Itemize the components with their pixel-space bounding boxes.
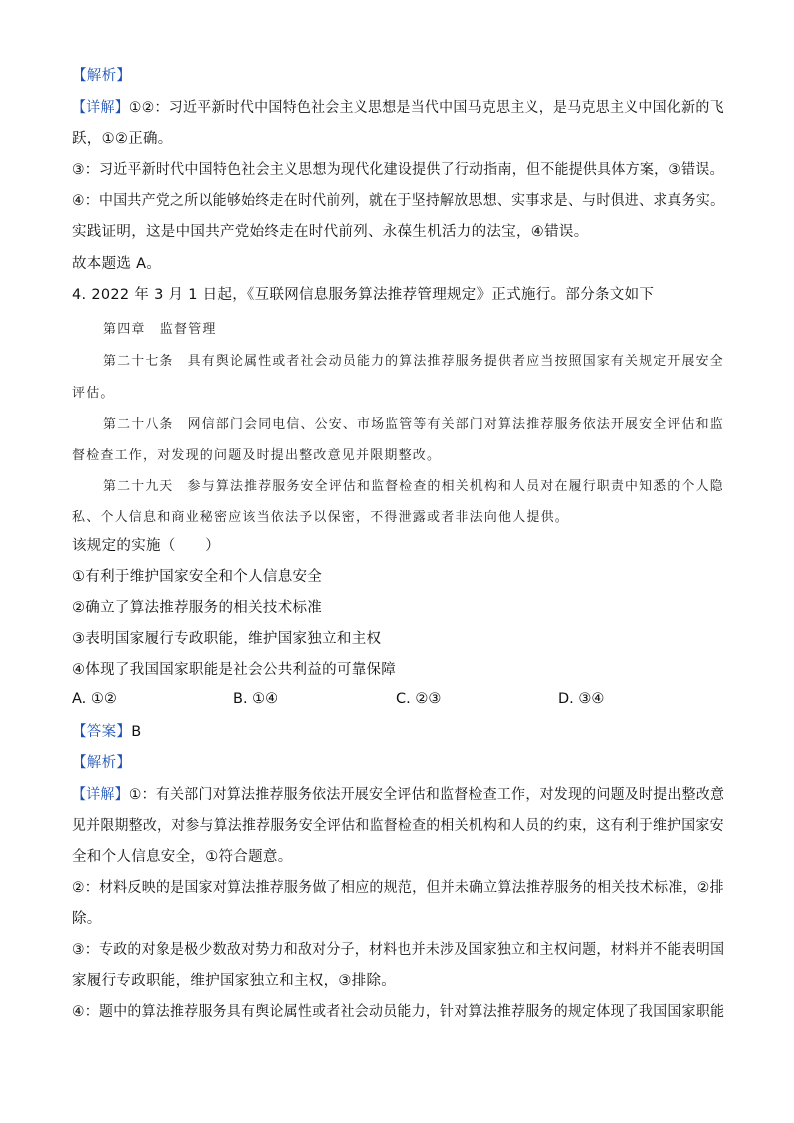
- quoted-article-27-cont: 评估。: [72, 386, 115, 401]
- analysis-line: ④：中国共产党之所以能够始终走在时代前列，就在于坚持解放思想、实事求是、与时俱进、求真务实。: [72, 193, 725, 209]
- quoted-article-28-cont: 督检查工作，对发现的问题及时提出整改意见并限期整改。: [72, 448, 442, 463]
- analysis-line: 【详解】①②：习近平新时代中国特色社会主义思想是当代中国马克思主义，是马克思主义中国化新的飞: [72, 100, 724, 116]
- option-d: D. ③④: [558, 691, 605, 707]
- analysis-line: 除。: [72, 911, 102, 927]
- answer-line: 【答案】B: [72, 724, 142, 740]
- question-stem: 4. 2022 年 3 月 1 日起，《互联网信息服务算法推荐管理规定》正式施行。部分条文如下: [72, 287, 655, 303]
- quoted-article-29: 第二十九天 参与算法推荐服务安全评估和监督检查的相关机构和人员对在履行职责中知悉的个人隐: [103, 479, 724, 494]
- analysis-line: ③：习近平新时代中国特色社会主义思想为现代化建设提供了行动指南，但不能提供具体方案，③错误。: [72, 162, 724, 178]
- question-prompt: 该规定的实施（ ）: [72, 538, 220, 554]
- analysis-line: 实践证明，这是中国共产党始终走在时代前列、永葆生机活力的法宝，④错误。: [72, 224, 589, 240]
- analysis-line: 家履行专政职能，维护国家独立和主权，③排除。: [72, 973, 397, 989]
- option-b: B. ①④: [233, 691, 279, 707]
- analysis-line: 跃，①②正确。: [72, 131, 173, 147]
- quoted-article-28: 第二十八条 网信部门会同电信、公安、市场监管等有关部门对算法推荐服务依法开展安全评估和监: [103, 417, 724, 432]
- quoted-article-29-cont: 私、个人信息和商业秘密应该当依法予以保密，不得泄露或者非法向他人提供。: [72, 510, 570, 525]
- quoted-article-27: 第二十七条 具有舆论属性或者社会动员能力的算法推荐服务提供者应当按照国家有关规定开展安全: [103, 354, 724, 369]
- analysis-line: 【详解】①：有关部门对算法推荐服务依法开展安全评估和监督检查工作，对发现的问题及时提出整改意: [72, 787, 725, 803]
- statement-4: ④体现了我国国家职能是社会公共利益的可靠保障: [72, 662, 397, 678]
- analysis-line: ③：专政的对象是极少数敌对势力和敌对分子，材料也并未涉及国家独立和主权问题，材料并不能表明国: [72, 942, 725, 958]
- analysis-heading: 【解析】: [72, 68, 132, 84]
- quoted-chapter-title: 第四章 监督管理: [103, 322, 217, 337]
- statement-1: ①有利于维护国家安全和个人信息安全: [72, 569, 323, 585]
- statement-3: ③表明国家履行专政职能，维护国家独立和主权: [72, 631, 382, 647]
- analysis-line: 见并限期整改，对参与算法推荐服务安全评估和监督检查的相关机构和人员的约束，这有利于维护国家安: [72, 818, 724, 834]
- option-c: C. ②③: [396, 691, 442, 707]
- statement-2: ②确立了算法推荐服务的相关技术标准: [72, 600, 323, 616]
- analysis-line: ④：题中的算法推荐服务具有舆论属性或者社会动员能力，针对算法推荐服务的规定体现了我国国家职能: [72, 1004, 725, 1020]
- analysis-line: 全和个人信息安全，①符合题意。: [72, 849, 293, 865]
- analysis-line: ②：材料反映的是国家对算法推荐服务做了相应的规范，但并未确立算法推荐服务的相关技术标准，②排: [72, 880, 724, 896]
- option-a: A. ①②: [72, 691, 117, 707]
- analysis-heading: 【解析】: [72, 755, 132, 771]
- conclusion-line: 故本题选 A。: [72, 256, 162, 272]
